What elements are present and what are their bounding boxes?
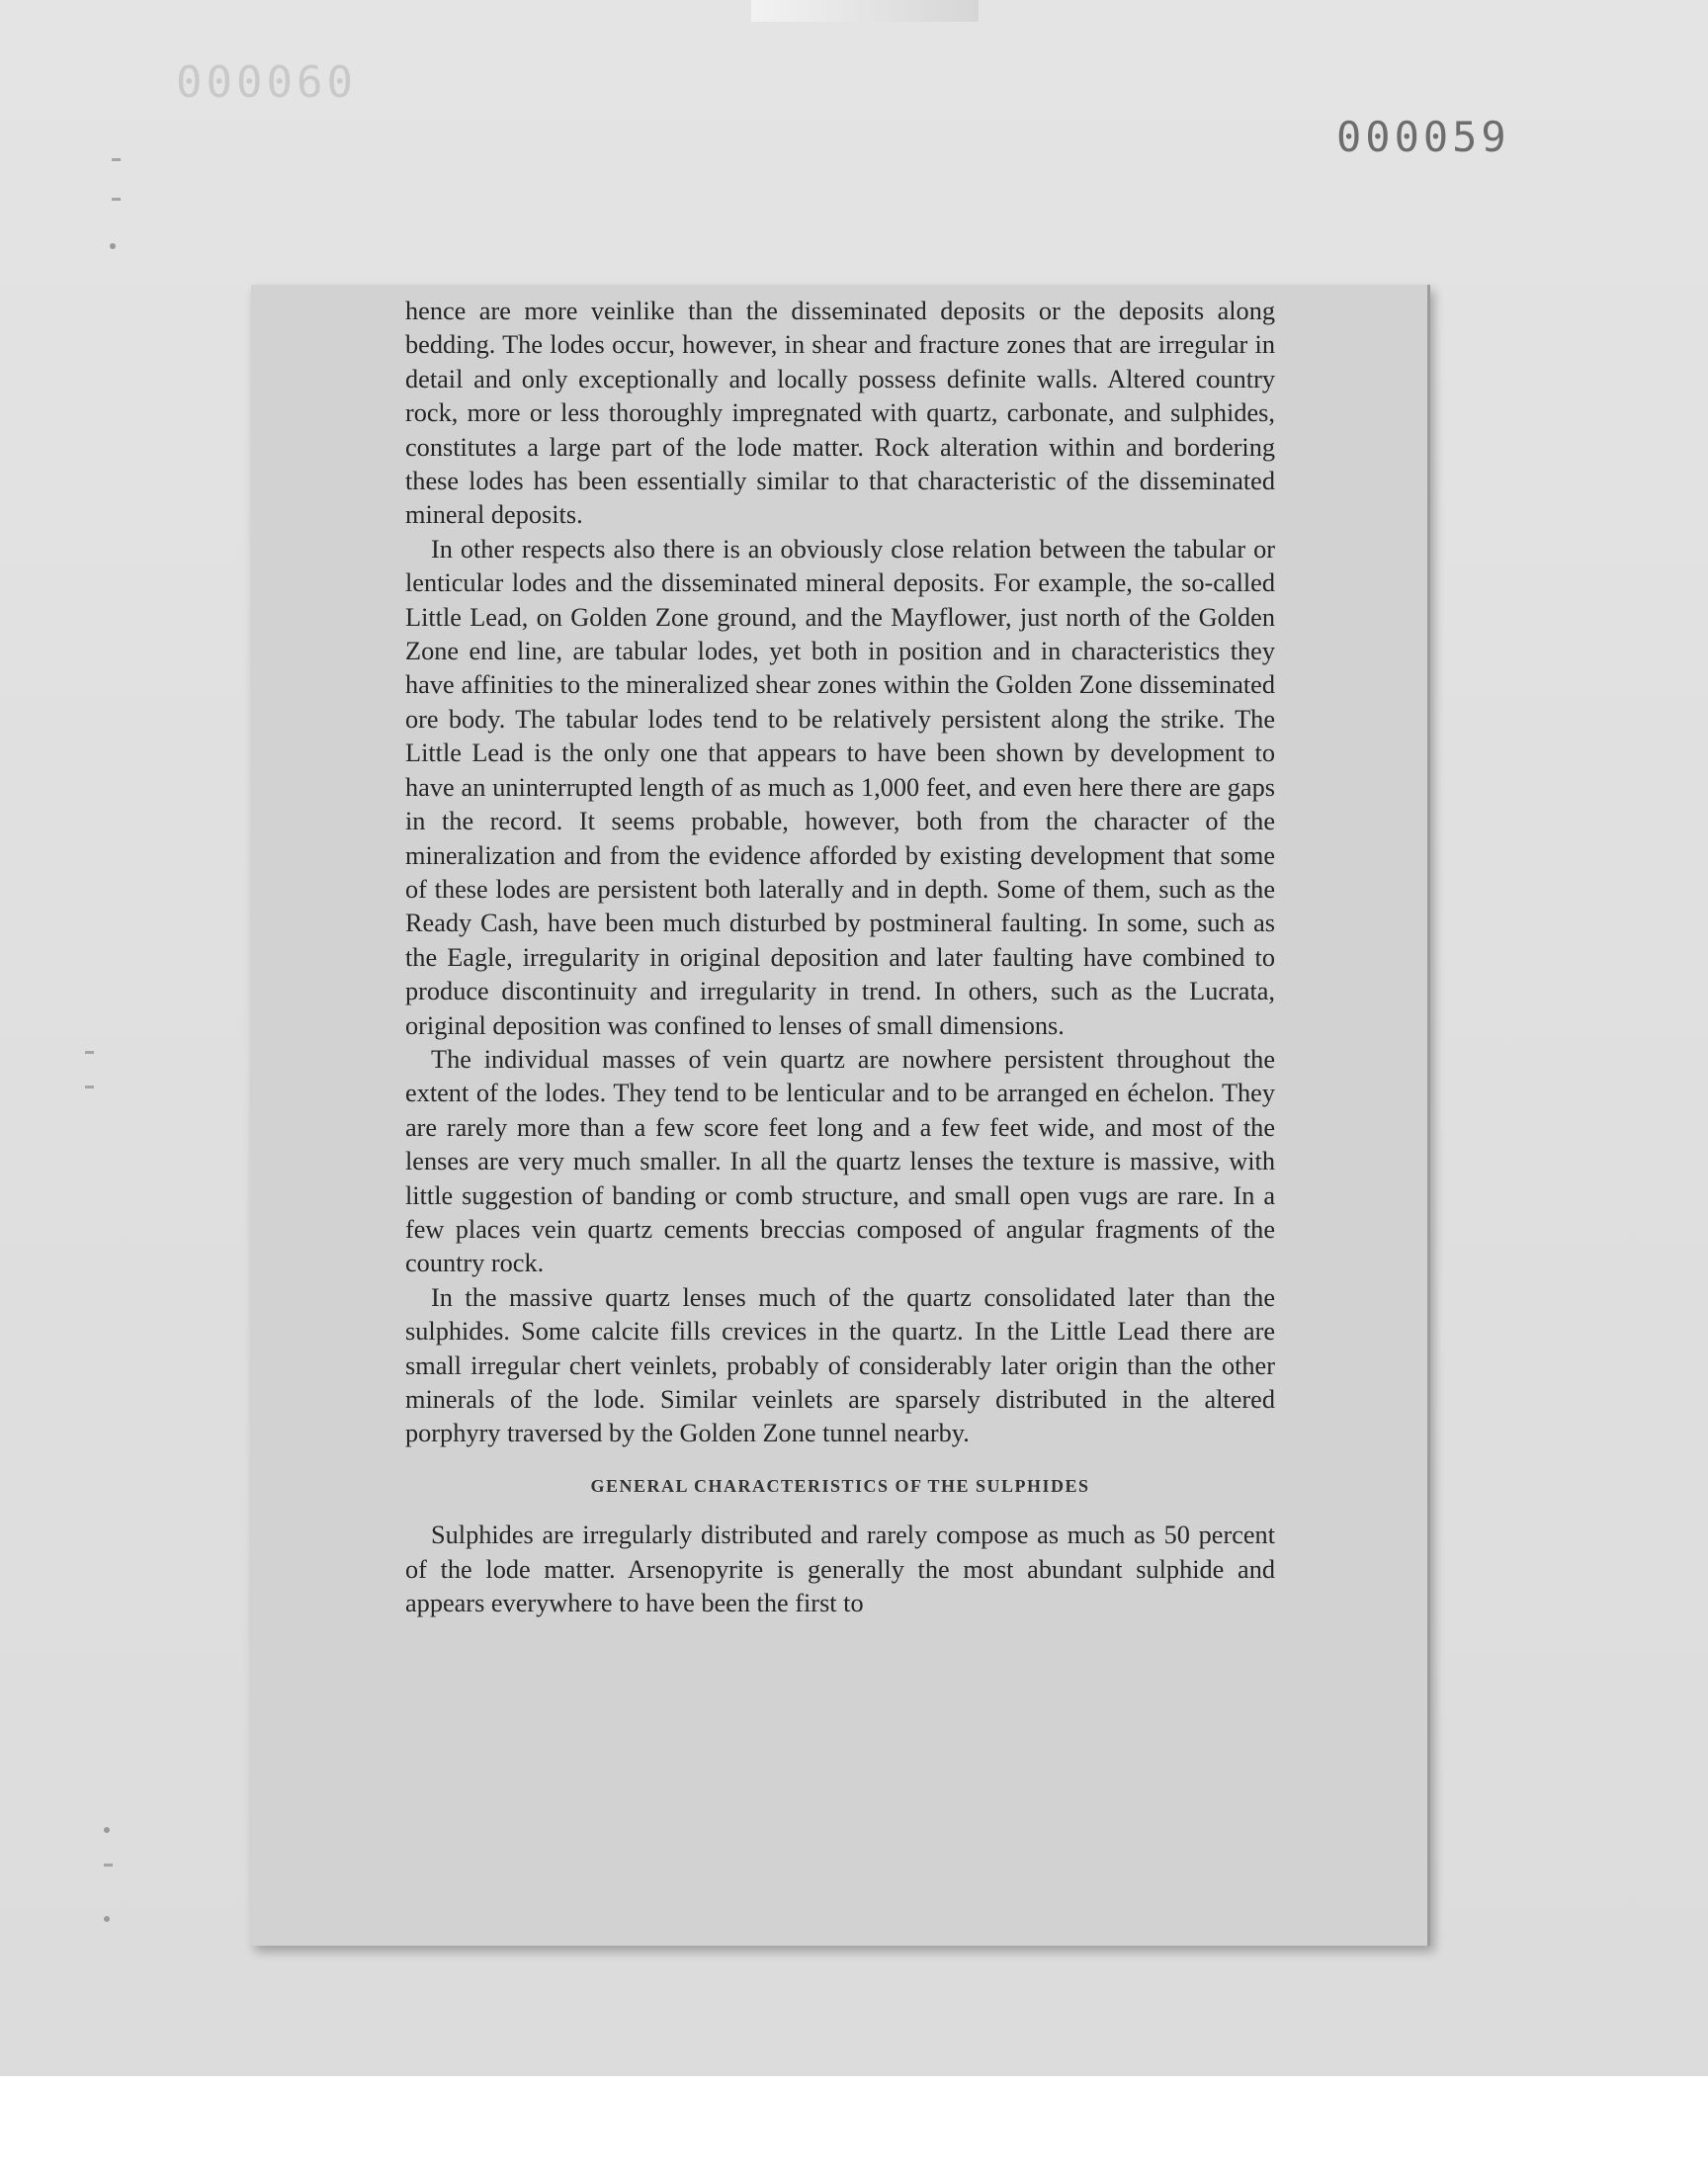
stamped-page-number: 000059 xyxy=(1336,113,1510,161)
paragraph: Sulphides are irregularly distributed and rarely compose as much as 50 percent of the lode matter. Arsenopyrite is generally the most abundant sulphide and appears everywhere to have been the first to xyxy=(405,1521,1275,1618)
ghost-page-number: 000060 xyxy=(176,57,357,108)
binding-hole-mark xyxy=(104,1864,113,1867)
paragraph: In other respects also there is an obviously close relation between the tabular or lenticular lodes and the disseminated mineral deposits. For example, the so-called Little Lead, on Golden Zone ground, and the Mayflower, just north of the Golden Zone end line, are tabular lodes, yet both in position and in characteristics they have affinities to the mineralized shear zones within the Golden Zone disseminated ore body. The tabular lodes tend to be relatively persistent along the strike. The Little Lead is the only one that appears to have been shown by development to have an uninterrupted length of as much as 1,000 feet, and even here there are gaps in the record. It seems probable, however, both from the character of the mineralization and from the evidence afforded by existing development that some of these lodes are persistent both laterally and in depth. Some of them, such as the Ready Cash, have been much disturbed by postmineral faulting. In some, such as the Eagle, irregularity in original deposition and later faulting have combined to produce discontinuity and irregularity in trend. In others, such as the Lucrata, original deposition was confined to lenses of small dimensions. xyxy=(405,534,1275,1040)
binding-hole-mark xyxy=(112,198,121,201)
section-heading: GENERAL CHARACTERISTICS OF THE SULPHIDES xyxy=(590,1475,1090,1496)
binding-hole-mark xyxy=(110,243,116,249)
binding-hole-mark xyxy=(104,1916,110,1922)
paragraph: In the massive quartz lenses much of the quartz consolidated later than the sulphides. Some calcite fills crevices in the quartz. In the Little Lead there are small irregular chert veinlets, probably of considerably later origin than the other minerals of the lode. Similar veinlets are sparsely distributed in the altered porphyry traversed by the Golden Zone tunnel nearby. xyxy=(405,1282,1275,1448)
body-text xyxy=(405,295,1275,1620)
binding-hole-mark xyxy=(85,1086,94,1088)
binding-hole-mark xyxy=(104,1827,110,1833)
document-page xyxy=(251,285,1430,1946)
binding-hole-mark xyxy=(112,158,121,161)
binding-hole-mark xyxy=(85,1051,94,1054)
paragraph: The individual masses of vein quartz are nowhere persistent throughout the extent of the lodes. They tend to be lenticular and to be arranged en échelon. They are rarely more than a few score feet long and a few feet wide, and most of the lenses are very much smaller. In all the quartz lenses the texture is massive, with little suggestion of banding or comb structure, and small open vugs are rare. In a few places vein quartz cements breccias composed of angular fragments of the country rock. xyxy=(405,1044,1275,1278)
paragraph: hence are more veinlike than the disseminated deposits or the deposits along bedding. The lodes occur, however, in shear and fracture zones that are irregular in detail and only exceptionally and locally possess definite walls. Altered country rock, more or less thoroughly impregnated with quartz, carbonate, and sulphides, constitutes a large part of the lode matter. Rock alteration within and bordering these lodes has been essentially similar to that characteristic of the disseminated mineral deposits. xyxy=(405,297,1275,530)
